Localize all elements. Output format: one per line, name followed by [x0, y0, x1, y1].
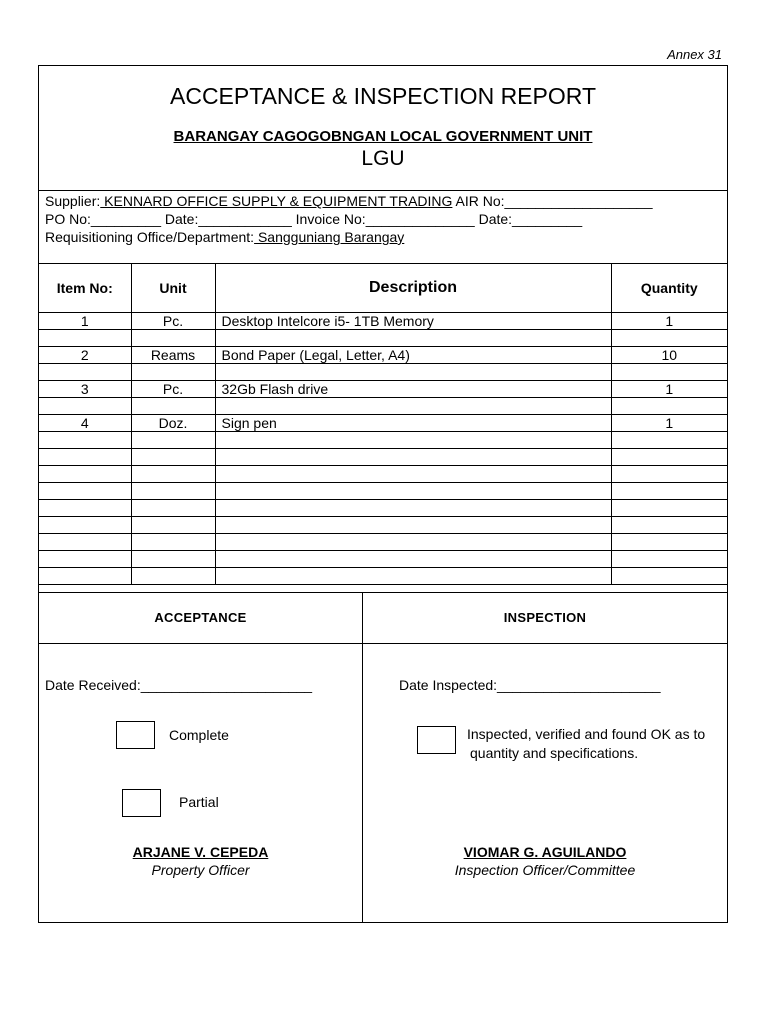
acceptance-heading: ACCEPTANCE — [154, 610, 247, 625]
cell-unit[interactable] — [131, 432, 215, 449]
cell-description[interactable]: 32Gb Flash drive — [215, 381, 611, 398]
cell-unit[interactable] — [131, 500, 215, 517]
table-row — [39, 483, 727, 500]
inspection-officer-title: Inspection Officer/Committee — [454, 862, 636, 878]
table-row — [39, 381, 727, 398]
inspected-label-line1: Inspected, verified and found OK as to — [467, 726, 706, 742]
cell-unit[interactable] — [131, 483, 215, 500]
cell-quantity[interactable]: 1 — [611, 313, 727, 330]
cell-quantity[interactable]: 1 — [611, 381, 727, 398]
cell-quantity[interactable] — [611, 432, 727, 449]
cell-item-no[interactable] — [39, 330, 131, 347]
cell-description[interactable] — [215, 483, 611, 500]
cell-description[interactable]: Bond Paper (Legal, Letter, A4) — [215, 347, 611, 364]
cell-item-no[interactable]: 3 — [39, 381, 131, 398]
inspected-label-line2: quantity and specifications. — [470, 745, 639, 761]
partial-label: Partial — [179, 794, 219, 810]
section-header-divider — [39, 643, 727, 644]
cell-item-no[interactable] — [39, 398, 131, 415]
cell-description[interactable] — [215, 432, 611, 449]
table-row — [39, 398, 727, 415]
cell-quantity[interactable] — [611, 534, 727, 551]
col-header-description: Description — [215, 264, 611, 313]
cell-description[interactable] — [215, 568, 611, 585]
table-row — [39, 364, 727, 381]
po-line[interactable]: PO No:_________ Date:____________ Invoice No:______________ Date:_________ — [45, 211, 583, 227]
cell-quantity[interactable] — [611, 517, 727, 534]
cell-unit[interactable] — [131, 449, 215, 466]
cell-quantity[interactable] — [611, 483, 727, 500]
table-row — [39, 347, 727, 364]
requisition-value[interactable]: Sangguniang Barangay — [254, 229, 405, 245]
cell-item-no[interactable] — [39, 466, 131, 483]
cell-quantity[interactable] — [611, 551, 727, 568]
cell-quantity[interactable] — [611, 398, 727, 415]
cell-unit[interactable] — [131, 551, 215, 568]
date-received-field[interactable]: Date Received:______________________ — [45, 677, 313, 693]
cell-description[interactable] — [215, 517, 611, 534]
requisition-label: Requisitioning Office/Department: — [45, 229, 255, 245]
report-header — [39, 66, 727, 191]
cell-item-no[interactable] — [39, 483, 131, 500]
items-table-header — [39, 264, 727, 313]
cell-description[interactable] — [215, 534, 611, 551]
cell-item-no[interactable] — [39, 432, 131, 449]
cell-unit[interactable] — [131, 466, 215, 483]
cell-quantity[interactable] — [611, 500, 727, 517]
table-row — [39, 466, 727, 483]
table-row — [39, 568, 727, 585]
inspection-officer-name: VIOMAR G. AGUILANDO — [463, 844, 627, 860]
cell-description[interactable] — [215, 466, 611, 483]
table-row — [39, 313, 727, 330]
report-subtitle: BARANGAY CAGOGOBNGAN LOCAL GOVERNMENT UNIT — [173, 128, 593, 145]
cell-quantity[interactable]: 1 — [611, 415, 727, 432]
supplier-line — [45, 192, 652, 210]
partial-checkbox[interactable] — [122, 789, 161, 817]
requisition-line — [45, 228, 652, 246]
col-header-unit: Unit — [131, 264, 215, 313]
complete-label: Complete — [169, 727, 229, 743]
cell-quantity[interactable] — [611, 466, 727, 483]
supplier-info — [45, 192, 652, 246]
cell-unit[interactable] — [131, 330, 215, 347]
property-officer-name: ARJANE V. CEPEDA — [132, 844, 269, 860]
cell-description[interactable]: Sign pen — [215, 415, 611, 432]
table-row — [39, 432, 727, 449]
table-row — [39, 551, 727, 568]
table-row — [39, 330, 727, 347]
table-row — [39, 517, 727, 534]
annex-label: Annex 31 — [667, 47, 722, 62]
items-table — [39, 263, 727, 585]
cell-unit[interactable]: Pc. — [131, 381, 215, 398]
lgu-label: LGU — [361, 147, 405, 170]
cell-quantity[interactable] — [611, 568, 727, 585]
air-no-field[interactable]: AIR No:___________________ — [452, 193, 653, 209]
table-row — [39, 500, 727, 517]
inspected-checkbox[interactable] — [417, 726, 456, 754]
cell-item-no[interactable] — [39, 517, 131, 534]
cell-description[interactable] — [215, 449, 611, 466]
report-title: ACCEPTANCE & INSPECTION REPORT — [170, 83, 596, 109]
cell-unit[interactable] — [131, 517, 215, 534]
cell-description[interactable] — [215, 330, 611, 347]
cell-quantity[interactable] — [611, 449, 727, 466]
inspection-heading: INSPECTION — [503, 610, 587, 625]
cell-item-no[interactable] — [39, 500, 131, 517]
supplier-label: Supplier: — [45, 193, 101, 209]
cell-description[interactable] — [215, 500, 611, 517]
cell-unit[interactable]: Pc. — [131, 313, 215, 330]
cell-item-no[interactable] — [39, 534, 131, 551]
cell-item-no[interactable]: 2 — [39, 347, 131, 364]
cell-item-no[interactable] — [39, 364, 131, 381]
cell-quantity[interactable]: 10 — [611, 347, 727, 364]
table-row — [39, 415, 727, 432]
col-header-quantity: Quantity — [611, 264, 727, 313]
property-officer-title: Property Officer — [151, 862, 250, 878]
table-row — [39, 449, 727, 466]
cell-unit[interactable] — [131, 534, 215, 551]
cell-unit[interactable] — [131, 568, 215, 585]
cell-description[interactable] — [215, 398, 611, 415]
cell-item-no[interactable]: 4 — [39, 415, 131, 432]
cell-item-no[interactable] — [39, 551, 131, 568]
date-inspected-field[interactable]: Date Inspected:_____________________ — [399, 677, 661, 693]
table-row — [39, 534, 727, 551]
cell-unit[interactable]: Doz. — [131, 415, 215, 432]
cell-quantity[interactable] — [611, 330, 727, 347]
complete-checkbox[interactable] — [116, 721, 155, 749]
cell-item-no[interactable] — [39, 568, 131, 585]
col-header-item: Item No: — [39, 264, 131, 313]
supplier-value[interactable]: KENNARD OFFICE SUPPLY & EQUIPMENT TRADING — [100, 193, 453, 209]
cell-description[interactable] — [215, 364, 611, 381]
cell-item-no[interactable]: 1 — [39, 313, 131, 330]
cell-unit[interactable] — [131, 398, 215, 415]
acceptance-inspection-section — [39, 592, 727, 923]
report-form — [38, 65, 728, 923]
cell-unit[interactable]: Reams — [131, 347, 215, 364]
cell-item-no[interactable] — [39, 449, 131, 466]
cell-description[interactable] — [215, 551, 611, 568]
cell-quantity[interactable] — [611, 364, 727, 381]
cell-unit[interactable] — [131, 364, 215, 381]
cell-description[interactable]: Desktop Intelcore i5- 1TB Memory — [215, 313, 611, 330]
